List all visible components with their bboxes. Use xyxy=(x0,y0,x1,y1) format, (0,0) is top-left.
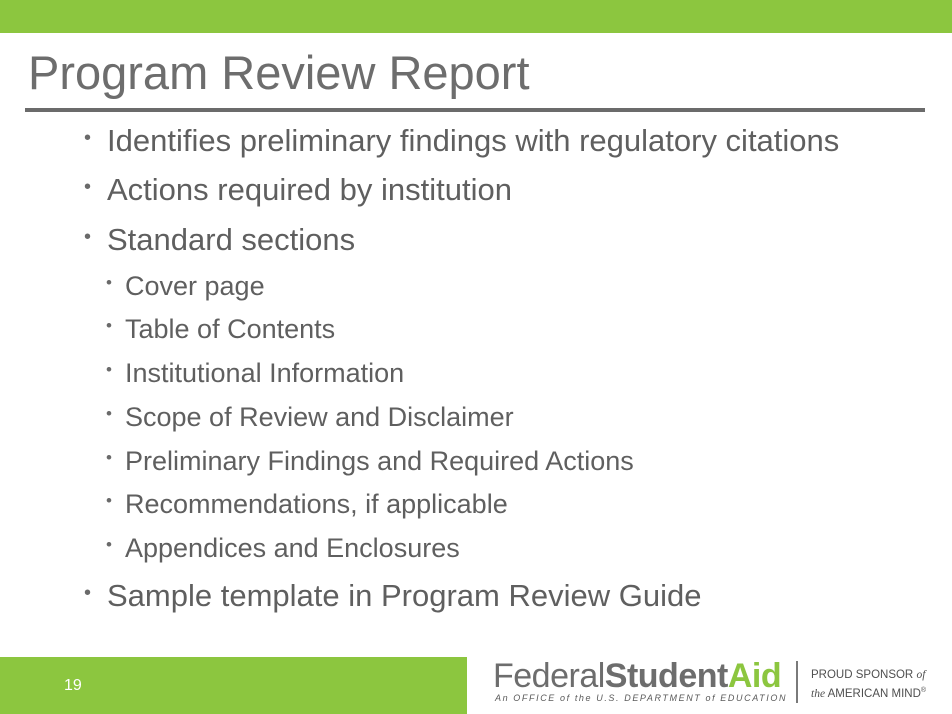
logo-wordmark xyxy=(493,656,781,696)
sponsor-line-1-italic: of xyxy=(916,669,926,681)
logo-word-aid: Aid xyxy=(727,657,782,695)
sponsor-text xyxy=(811,667,951,702)
bullet-text: Appendices and Enclosures xyxy=(125,533,460,563)
bullet-text: Scope of Review and Disclaimer xyxy=(125,402,514,432)
bullet-marker: • xyxy=(84,127,92,149)
bullet-text: Cover page xyxy=(125,271,265,301)
sponsor-line-1-main: PROUD SPONSOR xyxy=(811,669,917,681)
slide-title: Program Review Report xyxy=(28,46,530,99)
sponsor-line-1 xyxy=(811,667,951,683)
bullet-text: Table of Contents xyxy=(125,314,336,344)
logo-word-federal: Federal xyxy=(493,657,605,695)
bullet-text: Sample template in Program Review Guide xyxy=(107,578,702,613)
bullet-text: Actions required by institution xyxy=(107,172,512,207)
bullet-marker: • xyxy=(106,404,112,423)
bullet-marker: • xyxy=(106,448,112,467)
bullet-text: Recommendations, if applicable xyxy=(125,489,508,519)
bullet-marker: • xyxy=(84,226,92,248)
bullet-marker: • xyxy=(106,316,112,335)
bullet-text: Identifies preliminary findings with regulatory citations xyxy=(107,123,840,158)
slide-number: 19 xyxy=(64,677,82,694)
logo-word-student: Student xyxy=(604,657,728,695)
bullet-marker: • xyxy=(84,582,92,604)
logo-tagline: An OFFICE of the U.S. DEPARTMENT of EDUCATION xyxy=(495,693,788,703)
sponsor-line-2 xyxy=(811,683,951,702)
bullet-text: Preliminary Findings and Required Actions xyxy=(125,446,634,476)
bullet-marker: • xyxy=(84,176,92,198)
bullet-text: Standard sections xyxy=(107,222,356,257)
sponsor-line-2-italic: the xyxy=(811,687,826,700)
bullet-marker: • xyxy=(106,535,112,554)
bullet-marker: • xyxy=(106,273,112,292)
federal-student-aid-logo xyxy=(493,656,793,708)
logo-divider xyxy=(796,661,798,703)
bullet-text: Institutional Information xyxy=(125,358,405,388)
registered-mark: ® xyxy=(920,687,927,694)
bullet-marker: • xyxy=(106,491,112,510)
sponsor-line-2-main: AMERICAN MIND xyxy=(825,687,921,700)
bullet-marker: • xyxy=(106,360,112,379)
